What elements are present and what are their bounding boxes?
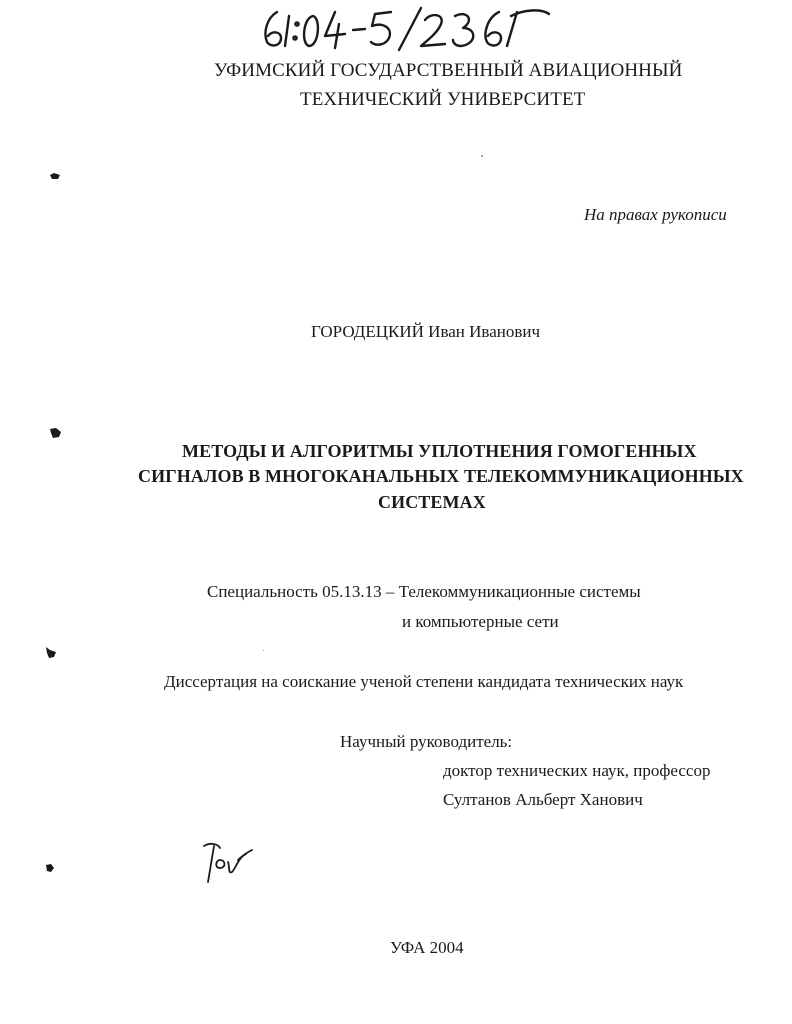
scan-speck — [263, 650, 264, 651]
signature-drawing — [198, 838, 254, 886]
scan-speck — [481, 155, 483, 157]
handwritten-catalog-number-drawing — [255, 6, 555, 52]
author-name: ГОРОДЕЦКИЙ Иван Иванович — [311, 322, 541, 341]
handwritten-catalog-number — [255, 6, 555, 52]
specialty-line-1: Специальность 05.13.13 – Телекоммуникационные системы — [207, 582, 641, 601]
university-name-line-2: ТЕХНИЧЕСКИЙ УНИВЕРСИТЕТ — [300, 89, 586, 110]
advisor-degree: доктор технических наук, профессор — [443, 761, 711, 780]
university-name-line-1: УФИМСКИЙ ГОСУДАРСТВЕННЫЙ АВИАЦИОННЫЙ — [214, 60, 683, 81]
binding-hole-mark — [44, 863, 58, 873]
city-year: УФА 2004 — [390, 938, 464, 957]
advisor-label: Научный руководитель: — [340, 732, 513, 751]
binding-hole-mark — [44, 646, 58, 656]
rights-note: На правах рукописи — [584, 205, 727, 224]
dissertation-description: Диссертация на соискание ученой степени кандидата технических наук — [164, 672, 684, 691]
binding-hole-mark — [48, 427, 62, 437]
handwritten-signature — [198, 838, 254, 886]
specialty-line-2: и компьютерные сети — [402, 612, 559, 631]
thesis-title-line-1: МЕТОДЫ И АЛГОРИТМЫ УПЛОТНЕНИЯ ГОМОГЕННЫХ — [182, 441, 697, 461]
thesis-title-line-3: СИСТЕМАХ — [378, 492, 486, 512]
binding-hole-mark — [48, 171, 62, 181]
thesis-title-line-2: СИГНАЛОВ В МНОГОКАНАЛЬНЫХ ТЕЛЕКОММУНИКАЦИОННЫХ — [138, 466, 744, 486]
advisor-name: Султанов Альберт Ханович — [443, 790, 643, 809]
